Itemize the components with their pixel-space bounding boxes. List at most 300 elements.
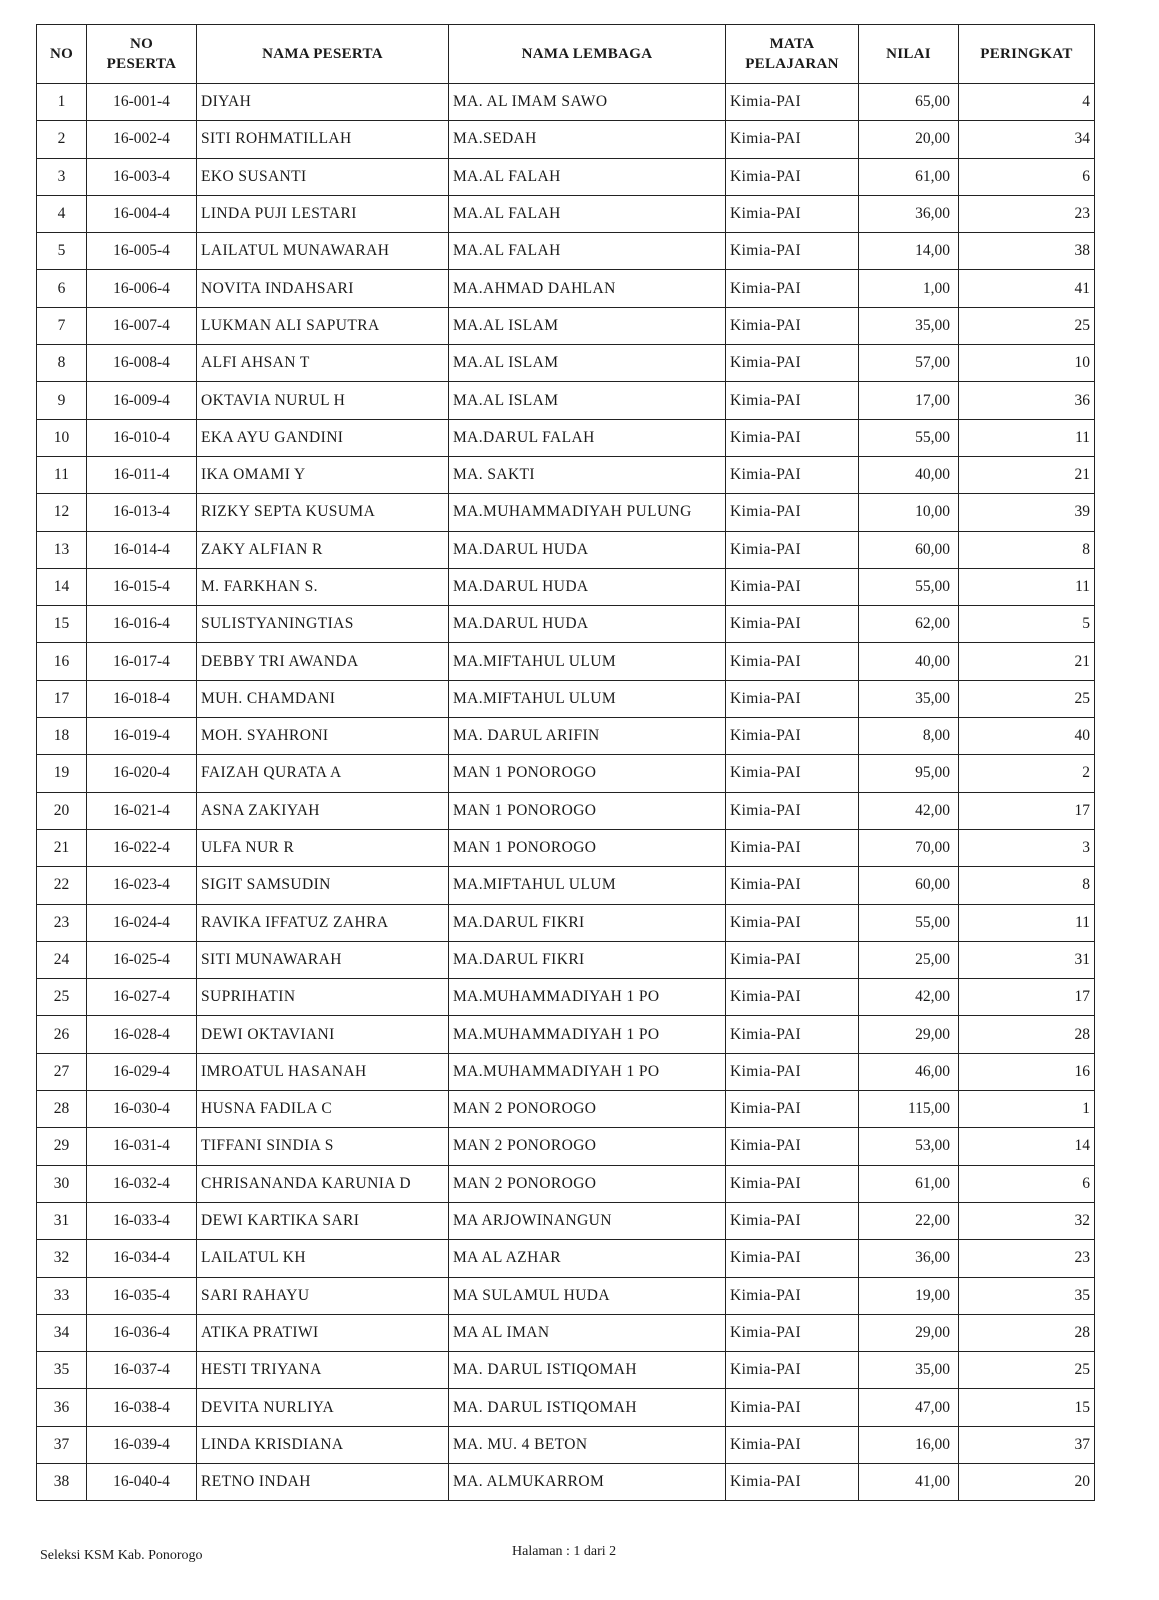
cell-no: 23 (37, 904, 87, 941)
cell-mata-pelajaran: Kimia-PAI (726, 1128, 859, 1165)
cell-nama-lembaga: MA. SAKTI (449, 456, 726, 493)
table-body (37, 84, 1095, 1501)
cell-no-peserta: 16-028-4 (87, 1016, 197, 1053)
table-row (37, 829, 1095, 866)
cell-no: 5 (37, 233, 87, 270)
table-row (37, 345, 1095, 382)
table-row (37, 307, 1095, 344)
cell-mata-pelajaran: Kimia-PAI (726, 456, 859, 493)
cell-nama-peserta: LINDA PUJI LESTARI (197, 195, 449, 232)
cell-nama-lembaga: MA.AL ISLAM (449, 307, 726, 344)
cell-mata-pelajaran: Kimia-PAI (726, 84, 859, 121)
table-row (37, 84, 1095, 121)
table-row (37, 606, 1095, 643)
cell-nama-peserta: TIFFANI SINDIA S (197, 1128, 449, 1165)
table-row (37, 121, 1095, 158)
table-row (37, 568, 1095, 605)
table-row (37, 1314, 1095, 1351)
table-row (37, 1389, 1095, 1426)
cell-mata-pelajaran: Kimia-PAI (726, 1240, 859, 1277)
cell-nama-lembaga: MA. DARUL ARIFIN (449, 718, 726, 755)
cell-nilai: 8,00 (859, 718, 959, 755)
cell-nilai: 95,00 (859, 755, 959, 792)
cell-no: 31 (37, 1202, 87, 1239)
cell-peringkat: 4 (959, 84, 1095, 121)
table-row (37, 979, 1095, 1016)
footer-page-number: Halaman : 1 dari 2 (512, 1544, 617, 1559)
cell-nilai: 36,00 (859, 1240, 959, 1277)
cell-nama-peserta: MOH. SYAHRONI (197, 718, 449, 755)
cell-nilai: 40,00 (859, 456, 959, 493)
cell-nama-peserta: OKTAVIA NURUL H (197, 382, 449, 419)
cell-nama-lembaga: MA. DARUL ISTIQOMAH (449, 1352, 726, 1389)
cell-peringkat: 17 (959, 792, 1095, 829)
result-sheet (36, 24, 1094, 1501)
cell-nama-peserta: IMROATUL HASANAH (197, 1053, 449, 1090)
cell-peringkat: 11 (959, 904, 1095, 941)
cell-mata-pelajaran: Kimia-PAI (726, 755, 859, 792)
cell-peringkat: 11 (959, 419, 1095, 456)
cell-no-peserta: 16-018-4 (87, 680, 197, 717)
cell-no: 8 (37, 345, 87, 382)
table-row (37, 1240, 1095, 1277)
cell-peringkat: 5 (959, 606, 1095, 643)
footer-event-label: Seleksi KSM Kab. Ponorogo (40, 1548, 203, 1563)
header-nama-lembaga: NAMA LEMBAGA (449, 25, 726, 84)
cell-no: 3 (37, 158, 87, 195)
cell-nama-lembaga: MA.DARUL HUDA (449, 568, 726, 605)
cell-nama-peserta: DEBBY TRI AWANDA (197, 643, 449, 680)
cell-no: 18 (37, 718, 87, 755)
cell-nama-lembaga: MA ARJOWINANGUN (449, 1202, 726, 1239)
cell-nama-lembaga: MA.AL FALAH (449, 195, 726, 232)
cell-peringkat: 34 (959, 121, 1095, 158)
cell-no-peserta: 16-023-4 (87, 867, 197, 904)
cell-nama-lembaga: MAN 1 PONOROGO (449, 792, 726, 829)
cell-nilai: 41,00 (859, 1463, 959, 1500)
cell-no: 13 (37, 531, 87, 568)
cell-mata-pelajaran: Kimia-PAI (726, 233, 859, 270)
cell-mata-pelajaran: Kimia-PAI (726, 941, 859, 978)
cell-nama-peserta: SITI ROHMATILLAH (197, 121, 449, 158)
cell-nama-lembaga: MA.MUHAMMADIYAH 1 PO (449, 1016, 726, 1053)
cell-nilai: 47,00 (859, 1389, 959, 1426)
cell-mata-pelajaran: Kimia-PAI (726, 1165, 859, 1202)
header-no-peserta (87, 25, 197, 84)
table-row (37, 941, 1095, 978)
cell-nama-peserta: DIYAH (197, 84, 449, 121)
table-row (37, 233, 1095, 270)
cell-nilai: 70,00 (859, 829, 959, 866)
cell-mata-pelajaran: Kimia-PAI (726, 382, 859, 419)
cell-no: 38 (37, 1463, 87, 1500)
cell-nilai: 35,00 (859, 1352, 959, 1389)
cell-peringkat: 32 (959, 1202, 1095, 1239)
cell-nilai: 25,00 (859, 941, 959, 978)
cell-peringkat: 16 (959, 1053, 1095, 1090)
header-peringkat: PERINGKAT (959, 25, 1095, 84)
cell-peringkat: 3 (959, 829, 1095, 866)
cell-no: 4 (37, 195, 87, 232)
cell-nama-peserta: ULFA NUR R (197, 829, 449, 866)
cell-nama-lembaga: MAN 1 PONOROGO (449, 755, 726, 792)
cell-no-peserta: 16-024-4 (87, 904, 197, 941)
cell-no-peserta: 16-004-4 (87, 195, 197, 232)
cell-mata-pelajaran: Kimia-PAI (726, 829, 859, 866)
table-row (37, 1202, 1095, 1239)
cell-nilai: 65,00 (859, 84, 959, 121)
cell-no-peserta: 16-033-4 (87, 1202, 197, 1239)
table-row (37, 1016, 1095, 1053)
table-row (37, 158, 1095, 195)
cell-no-peserta: 16-019-4 (87, 718, 197, 755)
table-header-row (37, 25, 1095, 84)
cell-nama-lembaga: MA.DARUL HUDA (449, 531, 726, 568)
cell-nilai: 36,00 (859, 195, 959, 232)
cell-nilai: 115,00 (859, 1091, 959, 1128)
table-row (37, 792, 1095, 829)
cell-no: 2 (37, 121, 87, 158)
cell-nama-peserta: ALFI AHSAN T (197, 345, 449, 382)
cell-nama-lembaga: MA.SEDAH (449, 121, 726, 158)
table-row (37, 270, 1095, 307)
cell-nama-peserta: LUKMAN ALI SAPUTRA (197, 307, 449, 344)
cell-peringkat: 28 (959, 1314, 1095, 1351)
cell-mata-pelajaran: Kimia-PAI (726, 979, 859, 1016)
cell-nama-peserta: LAILATUL KH (197, 1240, 449, 1277)
cell-peringkat: 8 (959, 867, 1095, 904)
cell-peringkat: 20 (959, 1463, 1095, 1500)
cell-mata-pelajaran: Kimia-PAI (726, 606, 859, 643)
cell-no-peserta: 16-025-4 (87, 941, 197, 978)
cell-no-peserta: 16-034-4 (87, 1240, 197, 1277)
cell-nama-lembaga: MA.MUHAMMADIYAH 1 PO (449, 1053, 726, 1090)
table-row (37, 531, 1095, 568)
cell-nilai: 57,00 (859, 345, 959, 382)
table-row (37, 867, 1095, 904)
cell-nama-lembaga: MA.AL ISLAM (449, 382, 726, 419)
table-row (37, 1165, 1095, 1202)
cell-nilai: 35,00 (859, 307, 959, 344)
cell-nilai: 55,00 (859, 419, 959, 456)
cell-peringkat: 41 (959, 270, 1095, 307)
cell-no-peserta: 16-006-4 (87, 270, 197, 307)
cell-nama-lembaga: MA.AHMAD DAHLAN (449, 270, 726, 307)
cell-no-peserta: 16-036-4 (87, 1314, 197, 1351)
cell-nilai: 16,00 (859, 1426, 959, 1463)
cell-nama-lembaga: MAN 1 PONOROGO (449, 829, 726, 866)
cell-peringkat: 17 (959, 979, 1095, 1016)
cell-mata-pelajaran: Kimia-PAI (726, 1426, 859, 1463)
cell-no: 37 (37, 1426, 87, 1463)
cell-nama-peserta: ATIKA PRATIWI (197, 1314, 449, 1351)
cell-no-peserta: 16-035-4 (87, 1277, 197, 1314)
cell-peringkat: 23 (959, 195, 1095, 232)
cell-mata-pelajaran: Kimia-PAI (726, 419, 859, 456)
cell-nama-peserta: CHRISANANDA KARUNIA D (197, 1165, 449, 1202)
cell-no-peserta: 16-016-4 (87, 606, 197, 643)
cell-no: 36 (37, 1389, 87, 1426)
cell-no: 28 (37, 1091, 87, 1128)
cell-no: 33 (37, 1277, 87, 1314)
table-row (37, 755, 1095, 792)
cell-nama-peserta: SITI MUNAWARAH (197, 941, 449, 978)
cell-no-peserta: 16-002-4 (87, 121, 197, 158)
cell-mata-pelajaran: Kimia-PAI (726, 494, 859, 531)
cell-nama-lembaga: MA SULAMUL HUDA (449, 1277, 726, 1314)
cell-nama-peserta: HUSNA FADILA C (197, 1091, 449, 1128)
table-row (37, 419, 1095, 456)
table-row (37, 904, 1095, 941)
cell-mata-pelajaran: Kimia-PAI (726, 1352, 859, 1389)
cell-nilai: 14,00 (859, 233, 959, 270)
cell-nama-peserta: SARI RAHAYU (197, 1277, 449, 1314)
cell-nama-peserta: RIZKY SEPTA KUSUMA (197, 494, 449, 531)
cell-no: 30 (37, 1165, 87, 1202)
cell-nama-lembaga: MA.MIFTAHUL ULUM (449, 680, 726, 717)
cell-no: 17 (37, 680, 87, 717)
cell-no: 1 (37, 84, 87, 121)
cell-nilai: 53,00 (859, 1128, 959, 1165)
table-row (37, 382, 1095, 419)
table-row (37, 1352, 1095, 1389)
cell-peringkat: 8 (959, 531, 1095, 568)
header-no-peserta-line2: PESERTA (106, 56, 177, 72)
cell-no-peserta: 16-017-4 (87, 643, 197, 680)
cell-no: 29 (37, 1128, 87, 1165)
cell-no-peserta: 16-003-4 (87, 158, 197, 195)
cell-nilai: 46,00 (859, 1053, 959, 1090)
cell-no: 15 (37, 606, 87, 643)
cell-no: 25 (37, 979, 87, 1016)
cell-mata-pelajaran: Kimia-PAI (726, 307, 859, 344)
table-row (37, 1277, 1095, 1314)
cell-mata-pelajaran: Kimia-PAI (726, 718, 859, 755)
cell-no-peserta: 16-014-4 (87, 531, 197, 568)
cell-nama-lembaga: MA. AL IMAM SAWO (449, 84, 726, 121)
cell-no: 26 (37, 1016, 87, 1053)
cell-peringkat: 6 (959, 158, 1095, 195)
cell-mata-pelajaran: Kimia-PAI (726, 568, 859, 605)
cell-nama-peserta: DEWI KARTIKA SARI (197, 1202, 449, 1239)
cell-no-peserta: 16-010-4 (87, 419, 197, 456)
cell-nama-peserta: HESTI TRIYANA (197, 1352, 449, 1389)
table-row (37, 1053, 1095, 1090)
header-no: NO (37, 25, 87, 84)
cell-peringkat: 31 (959, 941, 1095, 978)
cell-peringkat: 25 (959, 680, 1095, 717)
cell-nilai: 35,00 (859, 680, 959, 717)
cell-no: 27 (37, 1053, 87, 1090)
cell-nilai: 55,00 (859, 904, 959, 941)
cell-nama-peserta: SULISTYANINGTIAS (197, 606, 449, 643)
cell-nilai: 62,00 (859, 606, 959, 643)
cell-mata-pelajaran: Kimia-PAI (726, 1277, 859, 1314)
cell-nilai: 42,00 (859, 979, 959, 1016)
cell-nama-peserta: DEVITA NURLIYA (197, 1389, 449, 1426)
table-row (37, 1463, 1095, 1500)
cell-nama-lembaga: MA.AL ISLAM (449, 345, 726, 382)
cell-peringkat: 21 (959, 456, 1095, 493)
cell-peringkat: 15 (959, 1389, 1095, 1426)
cell-peringkat: 40 (959, 718, 1095, 755)
cell-nilai: 19,00 (859, 1277, 959, 1314)
cell-nama-peserta: SIGIT SAMSUDIN (197, 867, 449, 904)
cell-nilai: 61,00 (859, 158, 959, 195)
cell-nama-peserta: ASNA ZAKIYAH (197, 792, 449, 829)
cell-nama-lembaga: MA.MIFTAHUL ULUM (449, 867, 726, 904)
cell-nama-lembaga: MA AL IMAN (449, 1314, 726, 1351)
cell-no: 6 (37, 270, 87, 307)
cell-nama-peserta: LAILATUL MUNAWARAH (197, 233, 449, 270)
cell-nama-peserta: M. FARKHAN S. (197, 568, 449, 605)
cell-peringkat: 10 (959, 345, 1095, 382)
table-row (37, 718, 1095, 755)
cell-no-peserta: 16-013-4 (87, 494, 197, 531)
cell-no-peserta: 16-027-4 (87, 979, 197, 1016)
cell-nama-lembaga: MA.MIFTAHUL ULUM (449, 643, 726, 680)
table-row (37, 494, 1095, 531)
cell-peringkat: 25 (959, 1352, 1095, 1389)
cell-nama-lembaga: MA. MU. 4 BETON (449, 1426, 726, 1463)
cell-nilai: 60,00 (859, 531, 959, 568)
cell-nilai: 29,00 (859, 1314, 959, 1351)
cell-nama-lembaga: MA.AL FALAH (449, 233, 726, 270)
cell-peringkat: 37 (959, 1426, 1095, 1463)
cell-mata-pelajaran: Kimia-PAI (726, 1091, 859, 1128)
cell-nama-lembaga: MAN 2 PONOROGO (449, 1128, 726, 1165)
cell-nama-peserta: RAVIKA IFFATUZ ZAHRA (197, 904, 449, 941)
table-row (37, 456, 1095, 493)
cell-nilai: 17,00 (859, 382, 959, 419)
cell-no-peserta: 16-040-4 (87, 1463, 197, 1500)
header-no-peserta-line1: NO (129, 36, 154, 52)
cell-no: 35 (37, 1352, 87, 1389)
cell-no: 19 (37, 755, 87, 792)
cell-no-peserta: 16-022-4 (87, 829, 197, 866)
cell-no: 20 (37, 792, 87, 829)
cell-no-peserta: 16-015-4 (87, 568, 197, 605)
cell-no-peserta: 16-037-4 (87, 1352, 197, 1389)
cell-no-peserta: 16-038-4 (87, 1389, 197, 1426)
cell-nama-lembaga: MA.AL FALAH (449, 158, 726, 195)
table-row (37, 1128, 1095, 1165)
cell-nama-lembaga: MAN 2 PONOROGO (449, 1091, 726, 1128)
cell-no-peserta: 16-020-4 (87, 755, 197, 792)
header-nilai: NILAI (859, 25, 959, 84)
cell-nama-lembaga: MA.DARUL FALAH (449, 419, 726, 456)
table-row (37, 643, 1095, 680)
cell-no-peserta: 16-011-4 (87, 456, 197, 493)
cell-no: 34 (37, 1314, 87, 1351)
cell-peringkat: 6 (959, 1165, 1095, 1202)
cell-no-peserta: 16-007-4 (87, 307, 197, 344)
cell-nama-peserta: MUH. CHAMDANI (197, 680, 449, 717)
cell-peringkat: 36 (959, 382, 1095, 419)
cell-no: 7 (37, 307, 87, 344)
table-row (37, 195, 1095, 232)
cell-nilai: 22,00 (859, 1202, 959, 1239)
cell-peringkat: 21 (959, 643, 1095, 680)
cell-mata-pelajaran: Kimia-PAI (726, 121, 859, 158)
cell-nilai: 55,00 (859, 568, 959, 605)
cell-mata-pelajaran: Kimia-PAI (726, 195, 859, 232)
cell-mata-pelajaran: Kimia-PAI (726, 531, 859, 568)
cell-mata-pelajaran: Kimia-PAI (726, 1202, 859, 1239)
cell-peringkat: 1 (959, 1091, 1095, 1128)
cell-nama-peserta: NOVITA INDAHSARI (197, 270, 449, 307)
cell-mata-pelajaran: Kimia-PAI (726, 643, 859, 680)
cell-no-peserta: 16-005-4 (87, 233, 197, 270)
cell-nilai: 1,00 (859, 270, 959, 307)
cell-no: 10 (37, 419, 87, 456)
cell-no-peserta: 16-030-4 (87, 1091, 197, 1128)
cell-nama-peserta: FAIZAH QURATA A (197, 755, 449, 792)
cell-peringkat: 35 (959, 1277, 1095, 1314)
header-nama-peserta: NAMA PESERTA (197, 25, 449, 84)
cell-nama-peserta: IKA OMAMI Y (197, 456, 449, 493)
cell-no-peserta: 16-039-4 (87, 1426, 197, 1463)
cell-mata-pelajaran: Kimia-PAI (726, 792, 859, 829)
cell-peringkat: 39 (959, 494, 1095, 531)
cell-nama-peserta: DEWI OKTAVIANI (197, 1016, 449, 1053)
cell-mata-pelajaran: Kimia-PAI (726, 680, 859, 717)
cell-no-peserta: 16-032-4 (87, 1165, 197, 1202)
cell-nilai: 61,00 (859, 1165, 959, 1202)
cell-no: 12 (37, 494, 87, 531)
cell-nilai: 10,00 (859, 494, 959, 531)
cell-nama-lembaga: MA. ALMUKARROM (449, 1463, 726, 1500)
cell-no: 16 (37, 643, 87, 680)
cell-no-peserta: 16-021-4 (87, 792, 197, 829)
cell-no-peserta: 16-001-4 (87, 84, 197, 121)
cell-no-peserta: 16-008-4 (87, 345, 197, 382)
cell-peringkat: 28 (959, 1016, 1095, 1053)
cell-nama-lembaga: MA AL AZHAR (449, 1240, 726, 1277)
cell-peringkat: 38 (959, 233, 1095, 270)
cell-no: 11 (37, 456, 87, 493)
table-row (37, 680, 1095, 717)
table-row (37, 1091, 1095, 1128)
participant-score-table (36, 24, 1095, 1501)
cell-nama-lembaga: MA. DARUL ISTIQOMAH (449, 1389, 726, 1426)
cell-no-peserta: 16-029-4 (87, 1053, 197, 1090)
cell-mata-pelajaran: Kimia-PAI (726, 867, 859, 904)
header-mata-pelajaran (726, 25, 859, 84)
cell-mata-pelajaran: Kimia-PAI (726, 1389, 859, 1426)
cell-nama-lembaga: MA.MUHAMMADIYAH 1 PO (449, 979, 726, 1016)
cell-mata-pelajaran: Kimia-PAI (726, 1016, 859, 1053)
cell-nama-peserta: EKA AYU GANDINI (197, 419, 449, 456)
cell-nilai: 42,00 (859, 792, 959, 829)
cell-no: 14 (37, 568, 87, 605)
cell-nama-lembaga: MA.DARUL FIKRI (449, 941, 726, 978)
cell-mata-pelajaran: Kimia-PAI (726, 345, 859, 382)
cell-nilai: 29,00 (859, 1016, 959, 1053)
cell-nama-peserta: RETNO INDAH (197, 1463, 449, 1500)
cell-no: 24 (37, 941, 87, 978)
header-mata-pelajaran-line1: MATA (769, 36, 815, 52)
cell-mata-pelajaran: Kimia-PAI (726, 1053, 859, 1090)
cell-nilai: 40,00 (859, 643, 959, 680)
cell-nama-lembaga: MA.DARUL HUDA (449, 606, 726, 643)
cell-nama-lembaga: MAN 2 PONOROGO (449, 1165, 726, 1202)
cell-mata-pelajaran: Kimia-PAI (726, 1314, 859, 1351)
cell-peringkat: 11 (959, 568, 1095, 605)
cell-no-peserta: 16-031-4 (87, 1128, 197, 1165)
cell-peringkat: 2 (959, 755, 1095, 792)
cell-nama-lembaga: MA.MUHAMMADIYAH PULUNG (449, 494, 726, 531)
